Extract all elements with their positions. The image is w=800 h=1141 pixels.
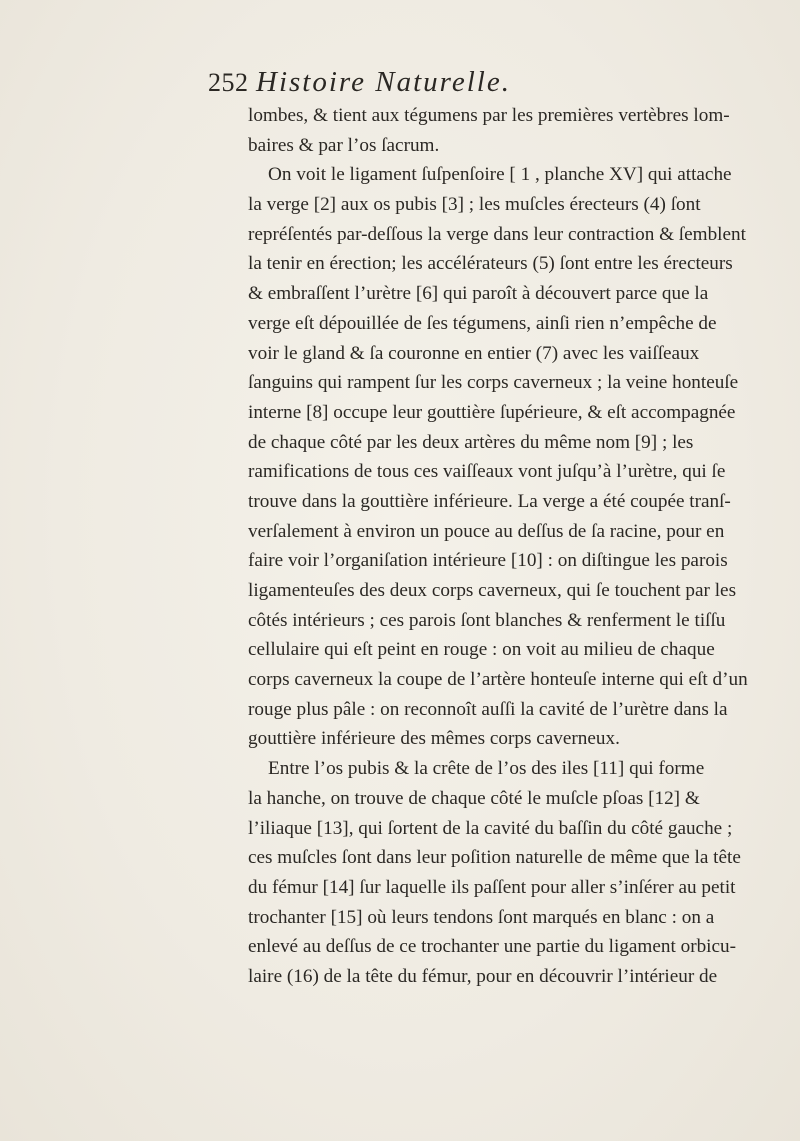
text-line: gouttière inférieure des mêmes corps caverneux. (248, 728, 620, 750)
text-line: ces muſcles ſont dans leur poſition naturelle de même que la tête (248, 847, 741, 869)
text-line: ſanguins qui rampent ſur les corps caverneux ; la veine honteuſe (248, 372, 739, 394)
text-line: verge eſt dépouillée de ſes tégumens, ainſi rien n’empêche de (248, 312, 717, 334)
running-title: Histoire Naturelle. (256, 66, 511, 98)
text-line: voir le gland & ſa couronne en entier (7) avec les vaiſſeaux (248, 342, 700, 364)
text-line: repréſentés par-deſſous la verge dans leur contraction & ſemblent (248, 223, 746, 245)
text-line: baires & par l’os ſacrum. (248, 134, 440, 156)
text-line: la tenir en érection; les accélérateurs (5) ſont entre les érecteurs (248, 253, 733, 275)
text-line: de chaque côté par les deux artères du même nom [9] ; les (248, 431, 694, 453)
text-line: trouve dans la gouttière inférieure. La verge a été coupée tranſ- (248, 490, 731, 512)
text-line: ramifications de tous ces vaiſſeaux vont juſqu’à l’urètre, qui ſe (248, 461, 726, 483)
text-line: la hanche, on trouve de chaque côté le muſcle pſoas [12] & (248, 787, 700, 809)
text-line: ligamenteuſes des deux corps caverneux, qui ſe touchent par les (248, 580, 737, 601)
text-line: du fémur [14] ſur laquelle ils paſſent pour aller s’inſérer au petit (248, 876, 736, 898)
text-line: On voit le ligament ſuſpenſoire [ 1 , planche XV] qui attache (268, 164, 732, 186)
text-line: côtés intérieurs ; ces parois ſont blanches & renferment le tiſſu (248, 609, 726, 631)
text-line: trochanter [15] où leurs tendons ſont marqués en blanc : on a (248, 906, 715, 928)
text-line: laire (16) de la tête du fémur, pour en découvrir l’intérieur de (248, 965, 718, 987)
text-line: cellulaire qui eſt peint en rouge : on voit au milieu de chaque (248, 639, 715, 661)
text-line: rouge plus pâle : on reconnoît auſſi la cavité de l’urètre dans la (248, 698, 728, 720)
text-line: lombes, & tient aux tégumens par les premières vertèbres lom- (248, 105, 730, 126)
text-line: la verge [2] aux os pubis [3] ; les muſcles érecteurs (4) ſont (248, 194, 701, 216)
page-number: 252 (208, 68, 249, 97)
text-line: verſalement à environ un pouce au deſſus de ſa racine, pour en (248, 520, 725, 542)
text-line: faire voir l’organiſation intérieure [10] : on diſtingue les parois (248, 550, 728, 572)
text-line: Entre l’os pubis & la crête de l’os des iles [11] qui forme (268, 758, 705, 780)
text-line: l’iliaque [13], qui ſortent de la cavité du baſſin du côté gauche ; (248, 817, 733, 839)
text-line: interne [8] occupe leur gouttière ſupérieure, & eſt accompagnée (248, 401, 736, 423)
page-header (208, 66, 668, 100)
text-line: enlevé au deſſus de ce trochanter une partie du ligament orbicu- (248, 936, 737, 958)
body-text (248, 101, 748, 992)
text-line: & embraſſent l’urètre [6] qui paroît à découvert parce que la (248, 283, 709, 305)
text-line: corps caverneux la coupe de l’artère honteuſe interne qui eſt d’un (248, 669, 748, 691)
